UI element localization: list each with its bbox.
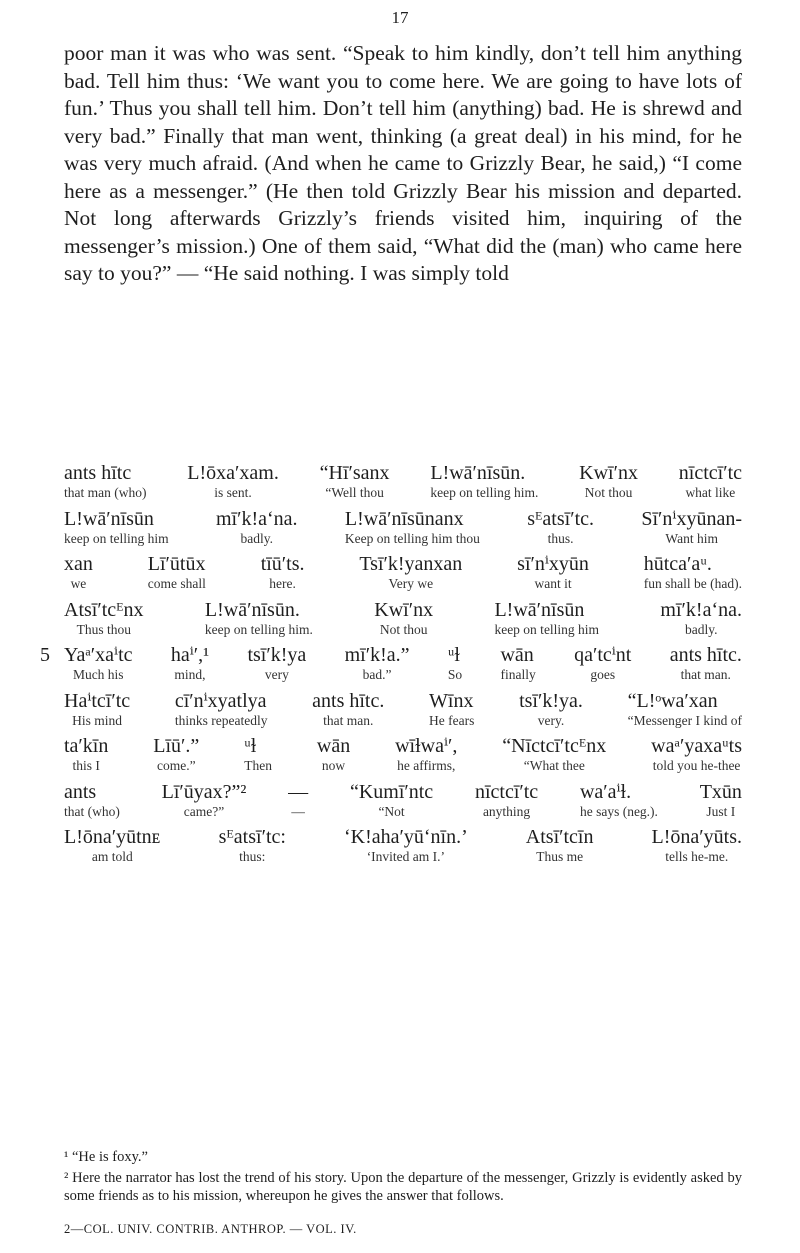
interlinear-line (64, 734, 742, 774)
native-word: sī′nⁱxyūn (517, 553, 589, 575)
native-word: L!ōna′yūtnᴇ (64, 826, 161, 848)
gloss-word: — (291, 803, 305, 819)
native-word: cī′nⁱxyatlya (174, 689, 267, 712)
gloss-word: finally (500, 667, 536, 682)
native-word: Līū′.” (153, 735, 200, 757)
word-column (64, 689, 130, 729)
native-word: ants hītc. (669, 644, 742, 666)
gloss-word: come.” (156, 758, 196, 773)
word-column (345, 507, 480, 547)
gloss-word: Thus thou (76, 621, 131, 637)
native-word: ta′kīn (64, 735, 109, 757)
gloss-word: “Well thou (325, 485, 384, 500)
word-column (429, 689, 474, 729)
native-word: “L!ᵒwa′xan (627, 689, 718, 712)
native-word: L!wā′nīsūn (494, 598, 585, 621)
native-word: — (288, 780, 309, 803)
word-column (628, 689, 742, 729)
native-word: “Hī′sanx (319, 462, 390, 484)
gloss-word: he says (neg.). (579, 803, 658, 819)
gloss-word: badly. (240, 530, 273, 546)
native-word: L!wā′nīsūn. (430, 462, 526, 484)
prose-paragraph (64, 40, 742, 288)
word-column (350, 780, 433, 820)
gloss-word: that man. (680, 667, 731, 682)
native-word: mī′k!a.” (344, 644, 410, 666)
interlinear-line (40, 643, 742, 683)
gloss-word: Much his (72, 667, 124, 682)
footnote-2: ² Here the narrator has lost the trend of his story. Upon the departure of the messenger, Grizzly is evidently asked by some friends as to his mission, whereupon he gives the answer that follows. (64, 1169, 742, 1204)
word-column (526, 825, 594, 865)
word-column (175, 689, 268, 729)
word-columns (64, 734, 742, 774)
word-columns (64, 825, 742, 865)
native-word: Haⁱtcī′tc (64, 689, 131, 712)
gloss-word: come shall (147, 576, 206, 591)
running-footer: 2—COL. UNIV. CONTRIB. ANTHROP. — VOL. IV. (64, 1222, 357, 1236)
gloss-word: So (447, 667, 463, 682)
word-column (288, 780, 308, 820)
interlinear-text (40, 461, 742, 871)
gloss-word: “Messenger I kind of (627, 712, 742, 728)
native-word: waᵃ′yaxaᵘts (651, 735, 742, 757)
native-word: L!wā′nīsūn (64, 507, 154, 530)
gloss-word: Just I (706, 803, 736, 819)
gloss-word: Keep on telling him thou (344, 530, 480, 546)
gloss-word: fun shall be (had). (643, 576, 742, 591)
word-column (64, 780, 120, 820)
native-word: hūtca′aᵘ. (643, 553, 712, 575)
gloss-word: am told (91, 849, 133, 864)
word-column (700, 780, 742, 820)
word-column (64, 598, 144, 638)
native-word: L!wā′nīsūn. (204, 598, 300, 621)
word-column (64, 825, 161, 865)
word-column (580, 780, 658, 820)
word-column (216, 507, 298, 547)
gloss-word: this I (72, 758, 100, 773)
gloss-word: Very we (388, 576, 434, 591)
native-word: ants hītc. (312, 689, 385, 712)
word-column (219, 825, 286, 865)
native-word: mī′k!aʻna. (660, 598, 742, 621)
gloss-word: that man. (323, 712, 374, 728)
native-word: qa′tcⁱnt (574, 644, 632, 666)
native-word: Atsī′tcᴱnx (64, 598, 144, 621)
word-column (651, 734, 742, 774)
gloss-word: want it (534, 576, 572, 591)
gloss-word: thus: (239, 849, 266, 864)
gloss-word: thinks repeatedly (174, 712, 268, 728)
gloss-word: anything (482, 803, 531, 819)
gloss-word: Want him (665, 530, 718, 546)
native-word: ‘K!aha′yūʻnīn.’ (343, 826, 468, 848)
gloss-word: keep on telling him (494, 621, 600, 637)
interlinear-line (64, 507, 742, 547)
word-column (641, 507, 742, 547)
footnote-1: ¹ “He is foxy.” (64, 1149, 148, 1165)
gloss-word: “What thee (523, 758, 585, 773)
word-column (448, 643, 462, 683)
word-column (660, 598, 742, 638)
gloss-word: now (321, 758, 346, 773)
native-word: sᴱatsī′tc: (218, 826, 286, 848)
word-column (187, 461, 279, 501)
word-columns (64, 461, 742, 501)
interlinear-line (64, 689, 742, 729)
gloss-word: is sent. (214, 485, 252, 500)
page-number: 17 (391, 8, 409, 27)
word-column (345, 643, 410, 683)
native-word: wān (500, 644, 534, 666)
native-word: Yaᵃ′xaⁱtc (64, 644, 133, 666)
word-column (519, 689, 583, 729)
word-column (320, 461, 390, 501)
native-word: Atsī′tcīn (525, 826, 594, 848)
native-word: Txūn (699, 780, 742, 803)
word-column (500, 643, 535, 683)
gloss-word: we (70, 576, 87, 591)
gloss-word: very (264, 667, 289, 682)
interlinear-line (64, 825, 742, 865)
gloss-word: Thus me (536, 849, 584, 864)
native-word: “Nīctcī′tcᴱnx (502, 735, 607, 757)
native-word: L!wā′nīsūnanx (344, 507, 464, 530)
gloss-word: Not thou (379, 621, 428, 637)
native-word: wīɫwaⁱ′, (395, 735, 458, 757)
word-column (430, 461, 538, 501)
native-word: Sī′nⁱxyūnan- (641, 507, 742, 530)
gloss-word: that (who) (64, 803, 120, 819)
gloss-word: thus. (547, 530, 574, 546)
gloss-word: Not thou (584, 485, 633, 500)
word-column (205, 598, 313, 638)
word-column (171, 643, 209, 683)
word-column (652, 825, 742, 865)
word-column (153, 734, 199, 774)
interlinear-line (64, 598, 742, 638)
word-columns (64, 780, 742, 820)
word-column (679, 461, 742, 501)
interlinear-line (64, 780, 742, 820)
word-column (162, 780, 247, 820)
gloss-word: what like (685, 485, 736, 500)
native-word: wa′aⁱɫ. (579, 780, 632, 803)
gloss-word: mind, (174, 667, 206, 682)
word-column (359, 552, 462, 592)
native-word: sᴱatsī′tc. (527, 507, 595, 530)
gloss-word: here. (269, 576, 296, 591)
word-column (244, 734, 272, 774)
word-columns (64, 598, 742, 638)
word-column (64, 461, 146, 501)
line-number: 5 (40, 644, 50, 666)
word-column (579, 461, 638, 501)
word-column (64, 507, 169, 547)
gloss-word: keep on telling him (64, 530, 169, 546)
word-column (148, 552, 206, 592)
gloss-word: bad.” (362, 667, 392, 682)
gloss-word: very. (537, 712, 565, 728)
word-column (644, 552, 742, 592)
native-word: ants hītc (64, 462, 132, 484)
native-word: ᵘɫ (447, 644, 460, 666)
word-column (494, 598, 599, 638)
word-column (261, 552, 305, 592)
word-column (517, 552, 589, 592)
word-column (64, 552, 93, 592)
interlinear-line (64, 461, 742, 501)
word-columns (64, 507, 742, 547)
native-word: ants (64, 780, 97, 803)
gloss-word: badly. (684, 621, 718, 637)
gloss-word: goes (590, 667, 616, 682)
native-word: tsī′k!ya (247, 644, 307, 666)
gloss-word: “Not (378, 803, 405, 819)
word-column (64, 643, 133, 683)
gloss-word: tells he-me. (665, 849, 729, 864)
native-word: nīctcī′tc (474, 780, 539, 803)
gloss-word: keep on telling him. (430, 485, 539, 500)
native-word: “Kumī′ntc (349, 780, 434, 803)
native-word: tīū′ts. (260, 553, 305, 575)
word-column (670, 643, 742, 683)
gloss-word: ‘Invited am I.’ (366, 849, 446, 864)
gloss-word: keep on telling him. (204, 621, 313, 637)
gloss-word: he affirms, (397, 758, 456, 773)
word-column (475, 780, 538, 820)
word-column (344, 825, 468, 865)
native-word: L!ōna′yūts. (651, 826, 742, 848)
word-column (317, 734, 350, 774)
native-word: L!ōxa′xam. (187, 462, 279, 484)
native-word: Tsī′k!yanxan (359, 553, 463, 575)
gloss-word: that man (who) (64, 485, 147, 500)
native-word: wān (316, 735, 351, 757)
word-column (374, 598, 433, 638)
word-column (502, 734, 606, 774)
native-word: tsī′k!ya. (519, 689, 583, 712)
gloss-word: He fears (429, 712, 475, 728)
native-word: Lī′ūyax?”² (161, 780, 247, 803)
gloss-word: His mind (72, 712, 123, 728)
word-columns (64, 552, 742, 592)
word-columns (64, 643, 742, 683)
native-word: nīctcī′tc (678, 462, 742, 484)
word-column (247, 643, 306, 683)
native-word: Kwī′nx (374, 598, 434, 621)
native-word: haⁱ′,¹ (170, 644, 210, 666)
prose-text: poor man it was who was sent. “Speak to him kindly, don’t tell him anything bad. Tell him thus: ‘We want you to come here. We are going to have lots of fun.’ Thus you shall tell him. Don’t tell him (anything) bad. He is shrewd and very bad.” Finally that man went, thinking (a great deal) in his mind, for he was very much afraid. (And when he came to Grizzly Bear, he said,) “I come here as a messenger.” (He then told Grizzly Bear his mission and departed. Not long afterwards Grizzly’s friends visited him, inquiring of the messenger’s mission.) One of them said, “What did the (man) who came here say to you?” — “He said nothing. I was simply told (64, 41, 742, 285)
native-word: Lī′ūtūx (147, 553, 206, 575)
gloss-word: told you he-thee (652, 758, 741, 773)
native-word: Kwī′nx (579, 462, 638, 484)
native-word: ᵘɫ (244, 735, 257, 757)
gloss-word: came?” (183, 803, 225, 819)
word-column (395, 734, 457, 774)
native-word: Wīnx (429, 689, 474, 712)
native-word: mī′k!aʻna. (215, 507, 298, 530)
word-column (64, 734, 108, 774)
interlinear-line (64, 552, 742, 592)
word-column (574, 643, 631, 683)
word-column (527, 507, 594, 547)
footnotes (64, 1148, 742, 1208)
word-columns (64, 689, 742, 729)
word-column (312, 689, 384, 729)
native-word: xan (64, 553, 93, 575)
gloss-word: Then (244, 758, 272, 773)
